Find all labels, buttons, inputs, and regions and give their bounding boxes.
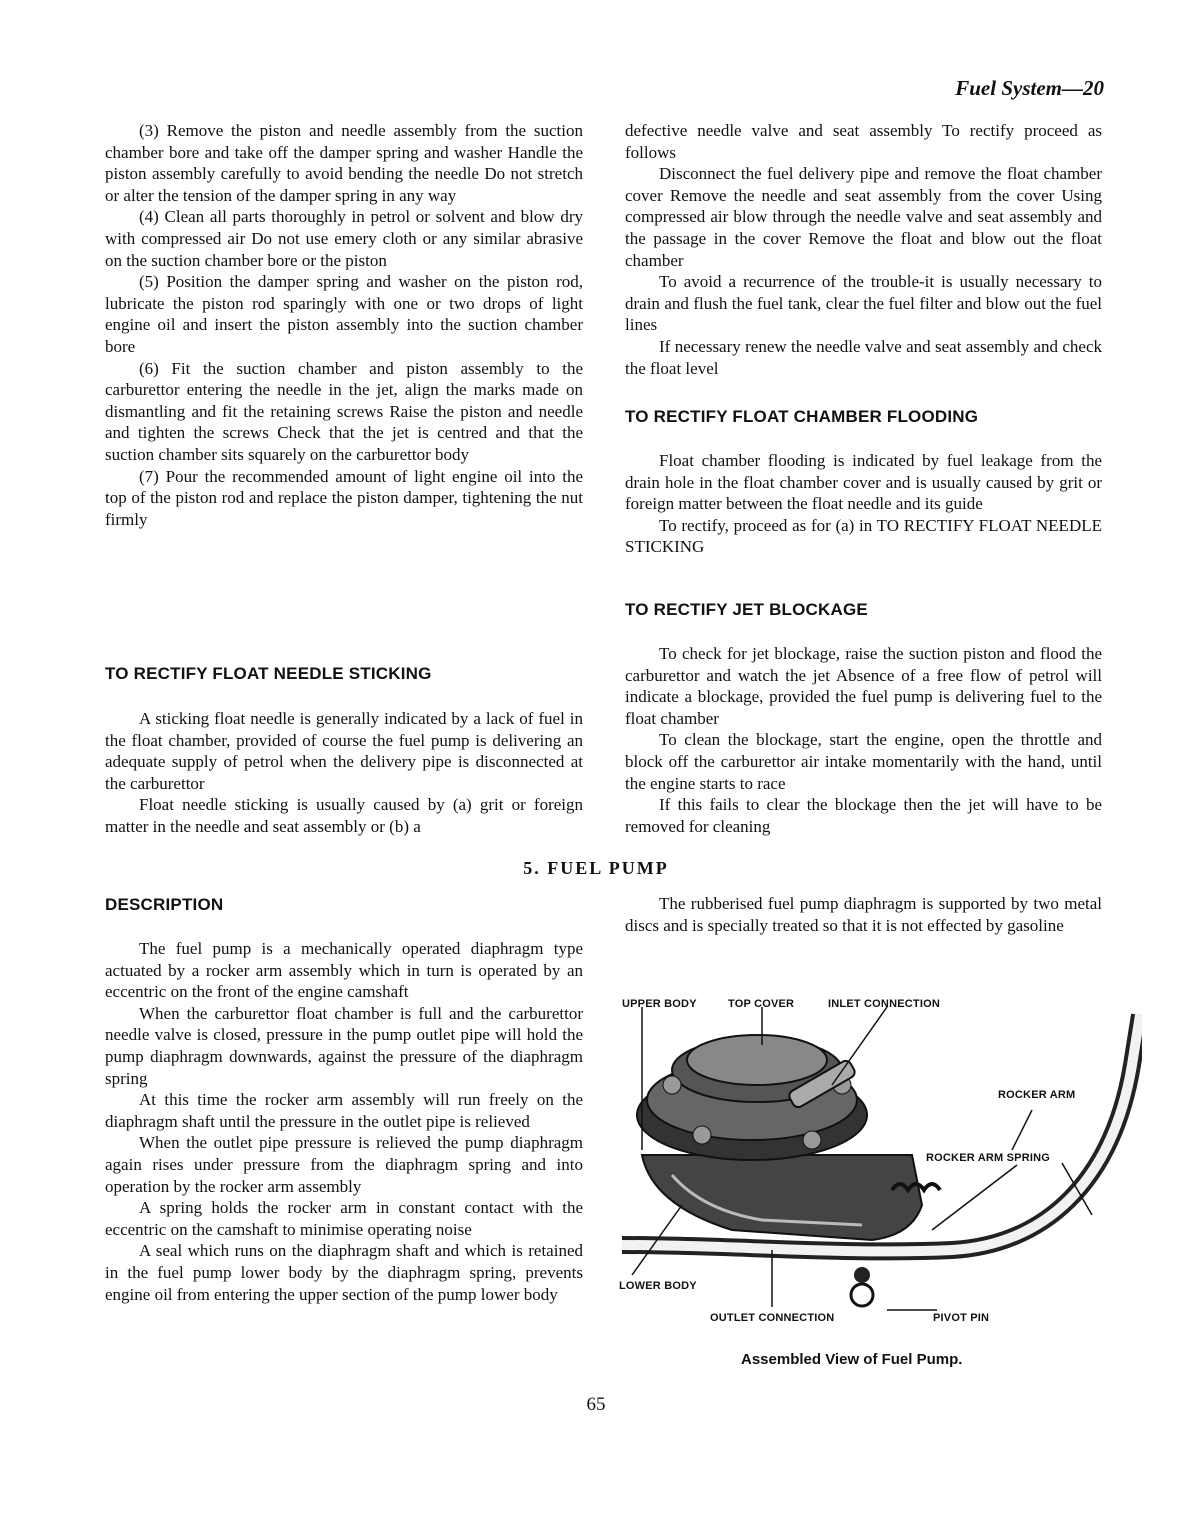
jet-paragraph: To check for jet blockage, raise the suction piston and flood the carburettor and watch the jet Absence of a free flow of petrol will indicate a blockage, provided the fuel pump is delivering fuel to the float chamber — [625, 644, 1102, 728]
description-heading: DESCRIPTION — [105, 895, 224, 914]
flooding-paragraph: To rectify, proceed as for (a) in TO RECTIFY FLOAT NEEDLE STICKING — [625, 515, 1102, 557]
float-needle-sticking-body — [105, 708, 583, 838]
float-needle-paragraph: A sticking float needle is generally indicated by a lack of fuel in the float chamber, provided of course the fuel pump is delivering an adequate supply of petrol when the delivery pipe is disconnected at the carburettor — [105, 709, 583, 793]
float-chamber-flooding-body — [625, 450, 1102, 558]
description-body — [105, 938, 583, 1305]
step-3-paragraph: (3) Remove the piston and needle assembly from the suction chamber bore and take off the damper spring and washer Handle the piston assembly carefully to avoid bending the needle Do not stretch or alter the tension of the damper spring in any way — [105, 121, 583, 205]
section-title: 5. FUEL PUMP — [523, 858, 669, 878]
page-header-title: Fuel System—20 — [955, 76, 1104, 100]
step-4-paragraph: (4) Clean all parts thoroughly in petrol or solvent and blow dry with compressed air Do not use emery cloth or any similar abrasive on the suction chamber bore or the piston — [105, 207, 583, 270]
label-rocker-arm: ROCKER ARM — [998, 1089, 1076, 1101]
label-rocker-arm-spring: ROCKER ARM SPRING — [926, 1152, 1050, 1164]
label-pivot-pin: PIVOT PIN — [933, 1312, 990, 1324]
rectify-paragraph: If necessary renew the needle valve and seat assembly and check the float level — [625, 336, 1102, 378]
step-6-paragraph: (6) Fit the suction chamber and piston assembly to the carburettor entering the needle in the jet, align the marks made on dismantling and fit the retaining screws Raise the piston and needle and tighten the screws Check that the jet is centred and that the suction chamber sits squarely on the carburettor body — [105, 358, 583, 464]
jet-blockage-body — [625, 643, 1102, 837]
float-needle-sticking-heading: TO RECTIFY FLOAT NEEDLE STICKING — [105, 664, 432, 683]
diaphragm-paragraph: The rubberised fuel pump diaphragm is supported by two metal discs and is specially treated so that it is not effected by gasoline — [625, 894, 1102, 935]
float-needle-paragraph: Float needle sticking is usually caused by (a) grit or foreign matter in the needle and seat assembly or (b) a — [105, 795, 583, 836]
jet-paragraph: If this fails to clear the blockage then the jet will have to be removed for cleaning — [625, 795, 1102, 836]
label-inlet-connection: INLET CONNECTION — [828, 998, 940, 1010]
jet-blockage-heading: TO RECTIFY JET BLOCKAGE — [625, 600, 868, 619]
float-chamber-flooding-heading: TO RECTIFY FLOAT CHAMBER FLOODING — [625, 407, 979, 426]
description-paragraph: A spring holds the rocker arm in constant contact with the eccentric on the camshaft to minimise operating noise — [105, 1198, 583, 1239]
label-lower-body: LOWER BODY — [619, 1280, 697, 1292]
flooding-paragraph: Float chamber flooding is indicated by fuel leakage from the drain hole in the float chamber cover and is usually caused by grit or foreign matter between the float needle and its guide — [625, 451, 1102, 514]
step-5-paragraph: (5) Position the damper spring and washer on the piston rod, lubricate the piston rod sparingly with one or two drops of light engine oil and insert the piston assembly into the suction chamber bore — [105, 272, 583, 356]
label-outlet-connection: OUTLET CONNECTION — [710, 1312, 835, 1324]
description-paragraph: A seal which runs on the diaphragm shaft and which is retained in the fuel pump lower body by the diaphragm spring, prevents engine oil from entering the upper section of the pump lower body — [105, 1241, 583, 1304]
step-7-paragraph: (7) Pour the recommended amount of light engine oil into the top of the piston rod and replace the piston damper, tightening the nut firmly — [105, 466, 583, 529]
description-paragraph: When the carburettor float chamber is full and the carburettor needle valve is closed, pressure in the pump outlet pipe will hold the pump diaphragm downwards, against the pressure of the diaphragm spring — [105, 1003, 583, 1088]
page-number: 65 — [586, 1394, 606, 1415]
continuation-paragraph: defective needle valve and seat assembly To rectify proceed as follows — [625, 121, 1102, 162]
jet-paragraph: To clean the blockage, start the engine, open the throttle and block off the carburettor air intake momentarily with the hand, until the engine starts to race — [625, 730, 1102, 793]
right-column-top — [625, 120, 1102, 379]
left-column-top — [105, 120, 583, 530]
description-paragraph: At this time the rocker arm assembly will run freely on the diaphragm shaft until the pressure in the outlet pipe is relieved — [105, 1090, 583, 1131]
description-paragraph: The fuel pump is a mechanically operated diaphragm type actuated by a rocker arm assembly which in turn is operated by an eccentric on the front of the engine camshaft — [105, 939, 583, 1002]
description-paragraph: When the outlet pipe pressure is relieved the pump diaphragm again rises under pressure from the diaphragm spring and into operation by the rocker arm assembly — [105, 1133, 583, 1196]
fuel-pump-illustration — [612, 1005, 1142, 1345]
label-top-cover: TOP COVER — [728, 998, 795, 1010]
rectify-paragraph: To avoid a recurrence of the trouble-it is usually necessary to drain and flush the fuel tank, clear the fuel filter and blow out the fuel lines — [625, 272, 1102, 335]
figure-caption: Assembled View of Fuel Pump. — [741, 1351, 963, 1368]
diaphragm-body — [625, 893, 1102, 936]
rectify-paragraph: Disconnect the fuel delivery pipe and remove the float chamber cover Remove the needle and seat assembly from the cover Using compressed air blow through the needle valve and seat assembly and the passage in the cover Remove the float and blow out the float chamber — [625, 164, 1102, 270]
label-upper-body: UPPER BODY — [622, 998, 697, 1010]
